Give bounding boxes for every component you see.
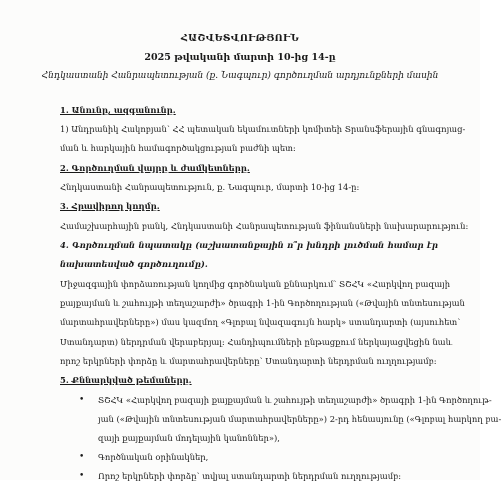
section-4-line-5: որոշ երկրների փորձը և մարտահրավերները՝ Ստանդարտի ներդրման ուղղությամբ: bbox=[60, 356, 437, 366]
bullet-1-line-3: զայի քայքայման մոդելային կանոններ»), bbox=[98, 433, 280, 443]
section-2-text: Հնդկաստանի Հանրապետություն, ք. Նագպուր, մարտի 10-ից 14-ը: bbox=[60, 182, 360, 192]
bullet-1-line-2: յան («Թվային տնտեսության մարտահրավերները») 2-րդ հենասյունը («Գլոբալ հարկող բա- bbox=[98, 414, 501, 424]
section-4-line-1: Միջազգային փորձառության կողմից գործնական քննարկում՝ ՏՇՀԿ «Հարկվող բազայի bbox=[60, 279, 451, 289]
section-4-line-2: քայքայման և շահույթի տեղաշարժի» ծրագրի 1-ին Գործողության («Թվային տնտեսության bbox=[60, 298, 465, 308]
bullet-3-text: Որոշ երկրների փորձը՝ տվյալ ստանդարտի ներդրման ուղղությամբ: bbox=[98, 471, 402, 481]
section-4-line-4: Ստանդարտ) ներդրման վերաբերյալ: Հանդիպումների ընթացքում ներկայացվեցին նաև bbox=[60, 337, 453, 347]
section-1-line-2: ման և հարկային համագործակցության բաժնի պետ: bbox=[60, 143, 296, 153]
section-3-heading: 3. Հրավիրող կողմը. bbox=[60, 201, 160, 211]
bullet-2-marker: • bbox=[79, 452, 85, 462]
section-5-heading: 5. Քննարկված թեմաները. bbox=[60, 375, 192, 385]
section-3-text: Համաշխարհային բանկ, Հնդկաստանի Հանրապետության ֆինանսների նախարարություն: bbox=[60, 221, 469, 231]
section-4-heading-line-2: նախատեսված գործուղումը). bbox=[60, 259, 208, 269]
section-2-heading: 2. Գործուղման վայրը և ժամկետները. bbox=[60, 163, 250, 173]
document-title: ՀԱՇՎԵՏՎՈՒԹՅՈՒՆ bbox=[180, 33, 300, 44]
bullet-3-marker: • bbox=[79, 471, 85, 481]
document-topic: Հնդկաստանի Հանրապետության (ք. Նագպուր) գործուղման արդյունքների մասին bbox=[41, 71, 439, 81]
bullet-2-text: Գործնական օրինակներ, bbox=[98, 452, 209, 462]
section-4-heading-line-1: 4. Գործուղման նպատակը (աշխատանքային ո՞ր խնդրի լուծման համար էր bbox=[60, 240, 438, 250]
section-1-line-1: 1) Անդրանիկ Հակոբյան՝ ՀՀ պետական եկամուտների կոմիտեի Տրանսֆերային գնագոյաց- bbox=[60, 124, 466, 134]
section-1-heading: 1. Անունը, ազգանունը. bbox=[60, 105, 176, 115]
bullet-1-marker: • bbox=[79, 395, 85, 405]
bullet-1-line-1: ՏՇՀԿ «Հարկվող բազայի քայքայման և շահույթի տեղաշարժի» ծրագրի 1-ին Գործողութ- bbox=[98, 395, 492, 405]
section-4-line-3: մարտահրավերները») մաս կազմող «Գլոբալ նվազագույն հարկ» ստանդարտի (այսուհետ՝ bbox=[60, 317, 461, 327]
document-date: 2025 թվականի մարտի 10-ից 14-ը bbox=[144, 52, 336, 63]
